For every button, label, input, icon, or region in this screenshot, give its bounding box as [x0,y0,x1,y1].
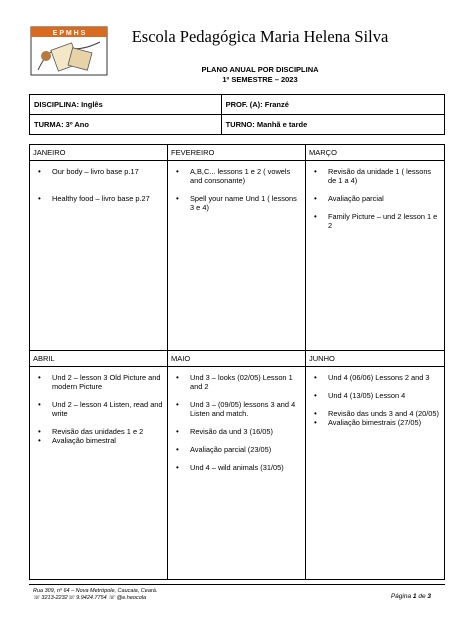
month-cell-janeiro [30,145,168,351]
month-items [30,367,167,445]
plan-title-block [110,65,410,85]
shift-cell: TURNO: Manhã e tarde [221,115,444,135]
list-item: • Revisão das unidades 1 e 2 [52,427,163,436]
list-item: • Revisão das unds 3 and 4 (20/05) [328,409,440,418]
month-cell-fevereiro [168,145,306,351]
month-header: JANEIRO [30,145,167,161]
month-header: FEVEREIRO [168,145,305,161]
list-item: • Avaliação parcial [328,194,440,203]
list-item: • Und 4 – wild animals (31/05) [190,463,301,472]
page-of: de [418,593,426,600]
month-items [306,367,444,427]
logo-text: E P M H S [52,30,86,37]
semester-label: 1º SEMESTRE – 2023 [222,75,298,84]
list-item: • Revisão da und 3 (16/05) [190,427,301,436]
month-header: ABRIL [30,351,167,367]
discipline-cell: DISCIPLINA: Inglês [30,95,222,115]
month-header: MAIO [168,351,305,367]
page-number [391,593,431,600]
month-items [306,161,444,230]
list-item: • Healthy food – livro base p.27 [52,194,163,203]
month-items [30,161,167,203]
list-item: • Und 3 – (09/05) lessons 3 and 4 Listen and match. [190,400,301,418]
month-cell-junho [306,351,444,579]
month-header: MARÇO [306,145,444,161]
month-header: JUNHO [306,351,444,367]
page-footer [29,584,445,601]
list-item: • Revisão da unidade 1 ( lessons de 1 a 4) [328,167,440,185]
address-line: Rua 309, nº 64 – Nova Metrópole, Caucaia, Ceará. [33,588,158,594]
month-items [168,161,305,212]
plan-title: PLANO ANUAL POR DISCIPLINA [201,65,319,74]
month-cell-maio [168,351,306,579]
teacher-cell: PROF. (A): Franzé [221,95,444,115]
list-item: • Avaliação bimestral [52,436,163,445]
info-table [29,94,445,135]
school-logo [30,26,108,76]
month-cell-abril [30,351,168,579]
list-item: • Und 4 (13/05) Lesson 4 [328,391,440,400]
list-item: • Family Picture – und 2 lesson 1 e 2 [328,212,440,230]
page-prefix: Página [390,593,412,600]
list-item: • Avaliação parcial (23/05) [190,445,301,454]
list-item: • Und 4 (06/06) Lessons 2 and 3 [328,373,440,382]
list-item: • Und 2 – lesson 4 Listen, read and write [52,400,163,418]
contact-line: ☏ 3213-2232☏ 9.9424.7754 ☏ @e.heocola [33,595,147,601]
school-name: Escola Pedagógica Maria Helena Silva [131,27,389,46]
list-item: • Und 2 – lesson 3 Old Picture and modern Picture [52,373,163,391]
month-items [168,367,305,472]
month-cell-marco [306,145,444,351]
footer-address [33,588,157,602]
monthly-plan-grid [29,144,445,580]
list-item: • Und 3 – looks (02/05) Lesson 1 and 2 [190,373,301,391]
list-item: • Avaliação bimestrais (27/05) [328,418,440,427]
page-total: 3 [427,593,431,600]
list-item: • Our body – livro base p.17 [52,167,163,176]
list-item: • Spell your name Und 1 ( lessons 3 e 4) [190,194,301,212]
class-cell: TURMA: 3º Ano [30,115,222,135]
list-item: • A,B,C... lessons 1 e 2 ( vowels and consonante) [190,167,301,185]
page-current: 1 [412,593,417,600]
